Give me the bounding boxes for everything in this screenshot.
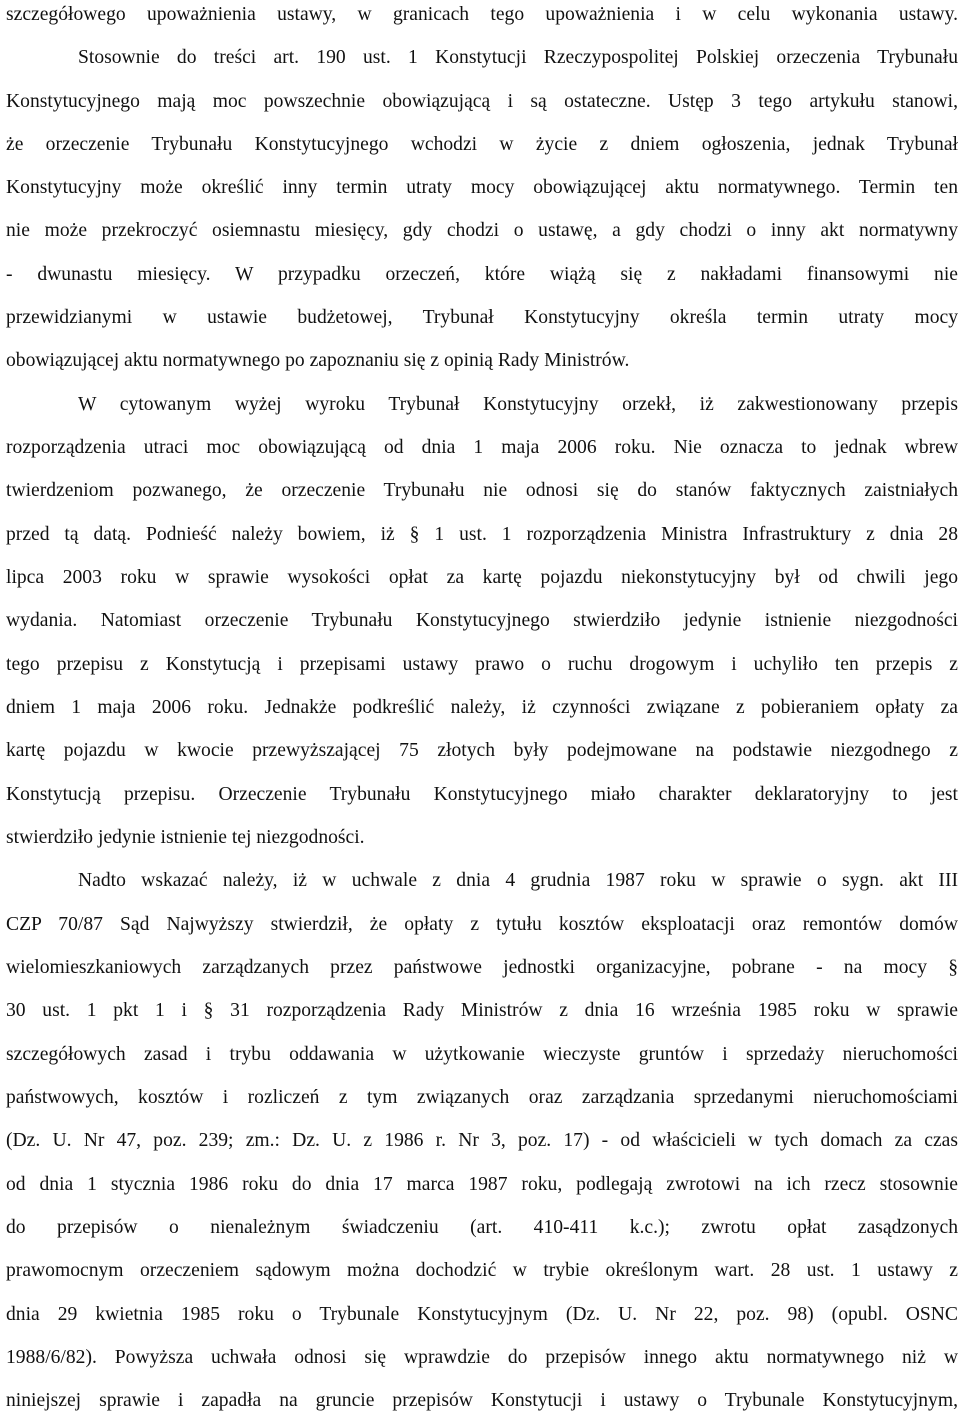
text-line: Konstytucją przepisu. Orzeczenie Trybunału Konstytucyjnego miało charakter deklaratoryjny to jest xyxy=(6,784,958,805)
text-line: rozporządzenia utraci moc obowiązującą od dnia 1 maja 2006 roku. Nie oznacza to jednak wbrew xyxy=(6,437,958,458)
text-line: wydania. Natomiast orzeczenie Trybunału Konstytucyjnego stwierdziło jedynie istnienie niezgodności xyxy=(6,610,958,631)
text-line: lipca 2003 roku w sprawie wysokości opłat za kartę pojazdu niekonstytucyjny był od chwili jego xyxy=(6,567,958,588)
text-line: obowiązującej aktu normatywnego po zapoznaniu się z opinią Rady Ministrów. xyxy=(6,350,630,371)
text-line: przed tą datą. Podnieść należy bowiem, iż § 1 ust. 1 rozporządzenia Ministra Infrastruktury z dnia 28 xyxy=(6,524,958,545)
document-page xyxy=(6,0,958,1422)
text-line: stwierdziło jedynie istnienie tej niezgodności. xyxy=(6,827,365,848)
text-line: Stosownie do treści art. 190 ust. 1 Konstytucji Rzeczypospolitej Polskiej orzeczenia Trybunału xyxy=(78,47,958,68)
text-line: szczegółowych zasad i trybu oddawania w użytkowanie wieczyste gruntów i sprzedaży nieruchomości xyxy=(6,1044,958,1065)
text-line: Konstytucyjny może określić inny termin utraty mocy obowiązującej aktu normatywnego. Termin ten xyxy=(6,177,958,198)
text-line: dnia 29 kwietnia 1985 roku o Trybunale Konstytucyjnym (Dz. U. Nr 22, poz. 98) (opubl. OSNC xyxy=(6,1304,958,1325)
text-line: od dnia 1 stycznia 1986 roku do dnia 17 marca 1987 roku, podlegają zwrotowi na ich rzecz stosownie xyxy=(6,1174,958,1195)
text-line: CZP 70/87 Sąd Najwyższy stwierdził, że opłaty z tytułu kosztów eksploatacji oraz remontów domów xyxy=(6,914,958,935)
text-line: państwowych, kosztów i rozliczeń z tym związanych oraz zarządzania sprzedanymi nieruchomościami xyxy=(6,1087,958,1108)
text-line: dniem 1 maja 2006 roku. Jednakże podkreślić należy, iż czynności związane z pobieraniem opłaty za xyxy=(6,697,958,718)
text-line: W cytowanym wyżej wyroku Trybunał Konstytucyjny orzekł, iż zakwestionowany przepis xyxy=(78,394,958,415)
text-line: wielomieszkaniowych zarządzanych przez państwowe jednostki organizacyjne, pobrane - na mocy § xyxy=(6,957,958,978)
text-line: kartę pojazdu w kwocie przewyższającej 75 złotych były podejmowane na podstawie niezgodnego z xyxy=(6,740,958,761)
text-line: niniejszej sprawie i zapadła na gruncie przepisów Konstytucji i ustawy o Trybunale Konstytucyjnym, xyxy=(6,1390,958,1411)
text-line: 30 ust. 1 pkt 1 i § 31 rozporządzenia Rady Ministrów z dnia 16 września 1985 roku w sprawie xyxy=(6,1000,958,1021)
text-line: nie może przekroczyć osiemnastu miesięcy, gdy chodzi o ustawę, a gdy chodzi o inny akt normatywny xyxy=(6,220,958,241)
text-line: do przepisów o nienależnym świadczeniu (art. 410-411 k.c.); zwrotu opłat zasądzonych xyxy=(6,1217,958,1238)
text-line: Konstytucyjnego mają moc powszechnie obowiązującą i są ostateczne. Ustęp 3 tego artykułu stanowi, xyxy=(6,91,958,112)
text-line: prawomocnym orzeczeniem sądowym można dochodzić w trybie określonym wart. 28 ust. 1 ustawy z xyxy=(6,1260,958,1281)
text-line: (Dz. U. Nr 47, poz. 239; zm.: Dz. U. z 1986 r. Nr 3, poz. 17) - od właścicieli w tych domach za czas xyxy=(6,1130,958,1151)
text-line: tego przepisu z Konstytucją i przepisami ustawy prawo o ruchu drogowym i uchyliło ten przepis z xyxy=(6,654,958,675)
text-line: Nadto wskazać należy, iż w uchwale z dnia 4 grudnia 1987 roku w sprawie o sygn. akt III xyxy=(78,870,958,891)
text-line: że orzeczenie Trybunału Konstytucyjnego wchodzi w życie z dniem ogłoszenia, jednak Trybunał xyxy=(6,134,958,155)
text-line: 1988/6/82). Powyższa uchwała odnosi się wprawdzie do przepisów innego aktu normatywnego niż w xyxy=(6,1347,958,1368)
text-line: szczegółowego upoważnienia ustawy, w granicach tego upoważnienia i w celu wykonania ustawy. xyxy=(6,4,958,25)
text-line: - dwunastu miesięcy. W przypadku orzeczeń, które wiążą się z nakładami finansowymi nie xyxy=(6,264,958,285)
text-line: twierdzeniom pozwanego, że orzeczenie Trybunału nie odnosi się do stanów faktycznych zaistniałych xyxy=(6,480,958,501)
text-line: przewidzianymi w ustawie budżetowej, Trybunał Konstytucyjny określa termin utraty mocy xyxy=(6,307,958,328)
